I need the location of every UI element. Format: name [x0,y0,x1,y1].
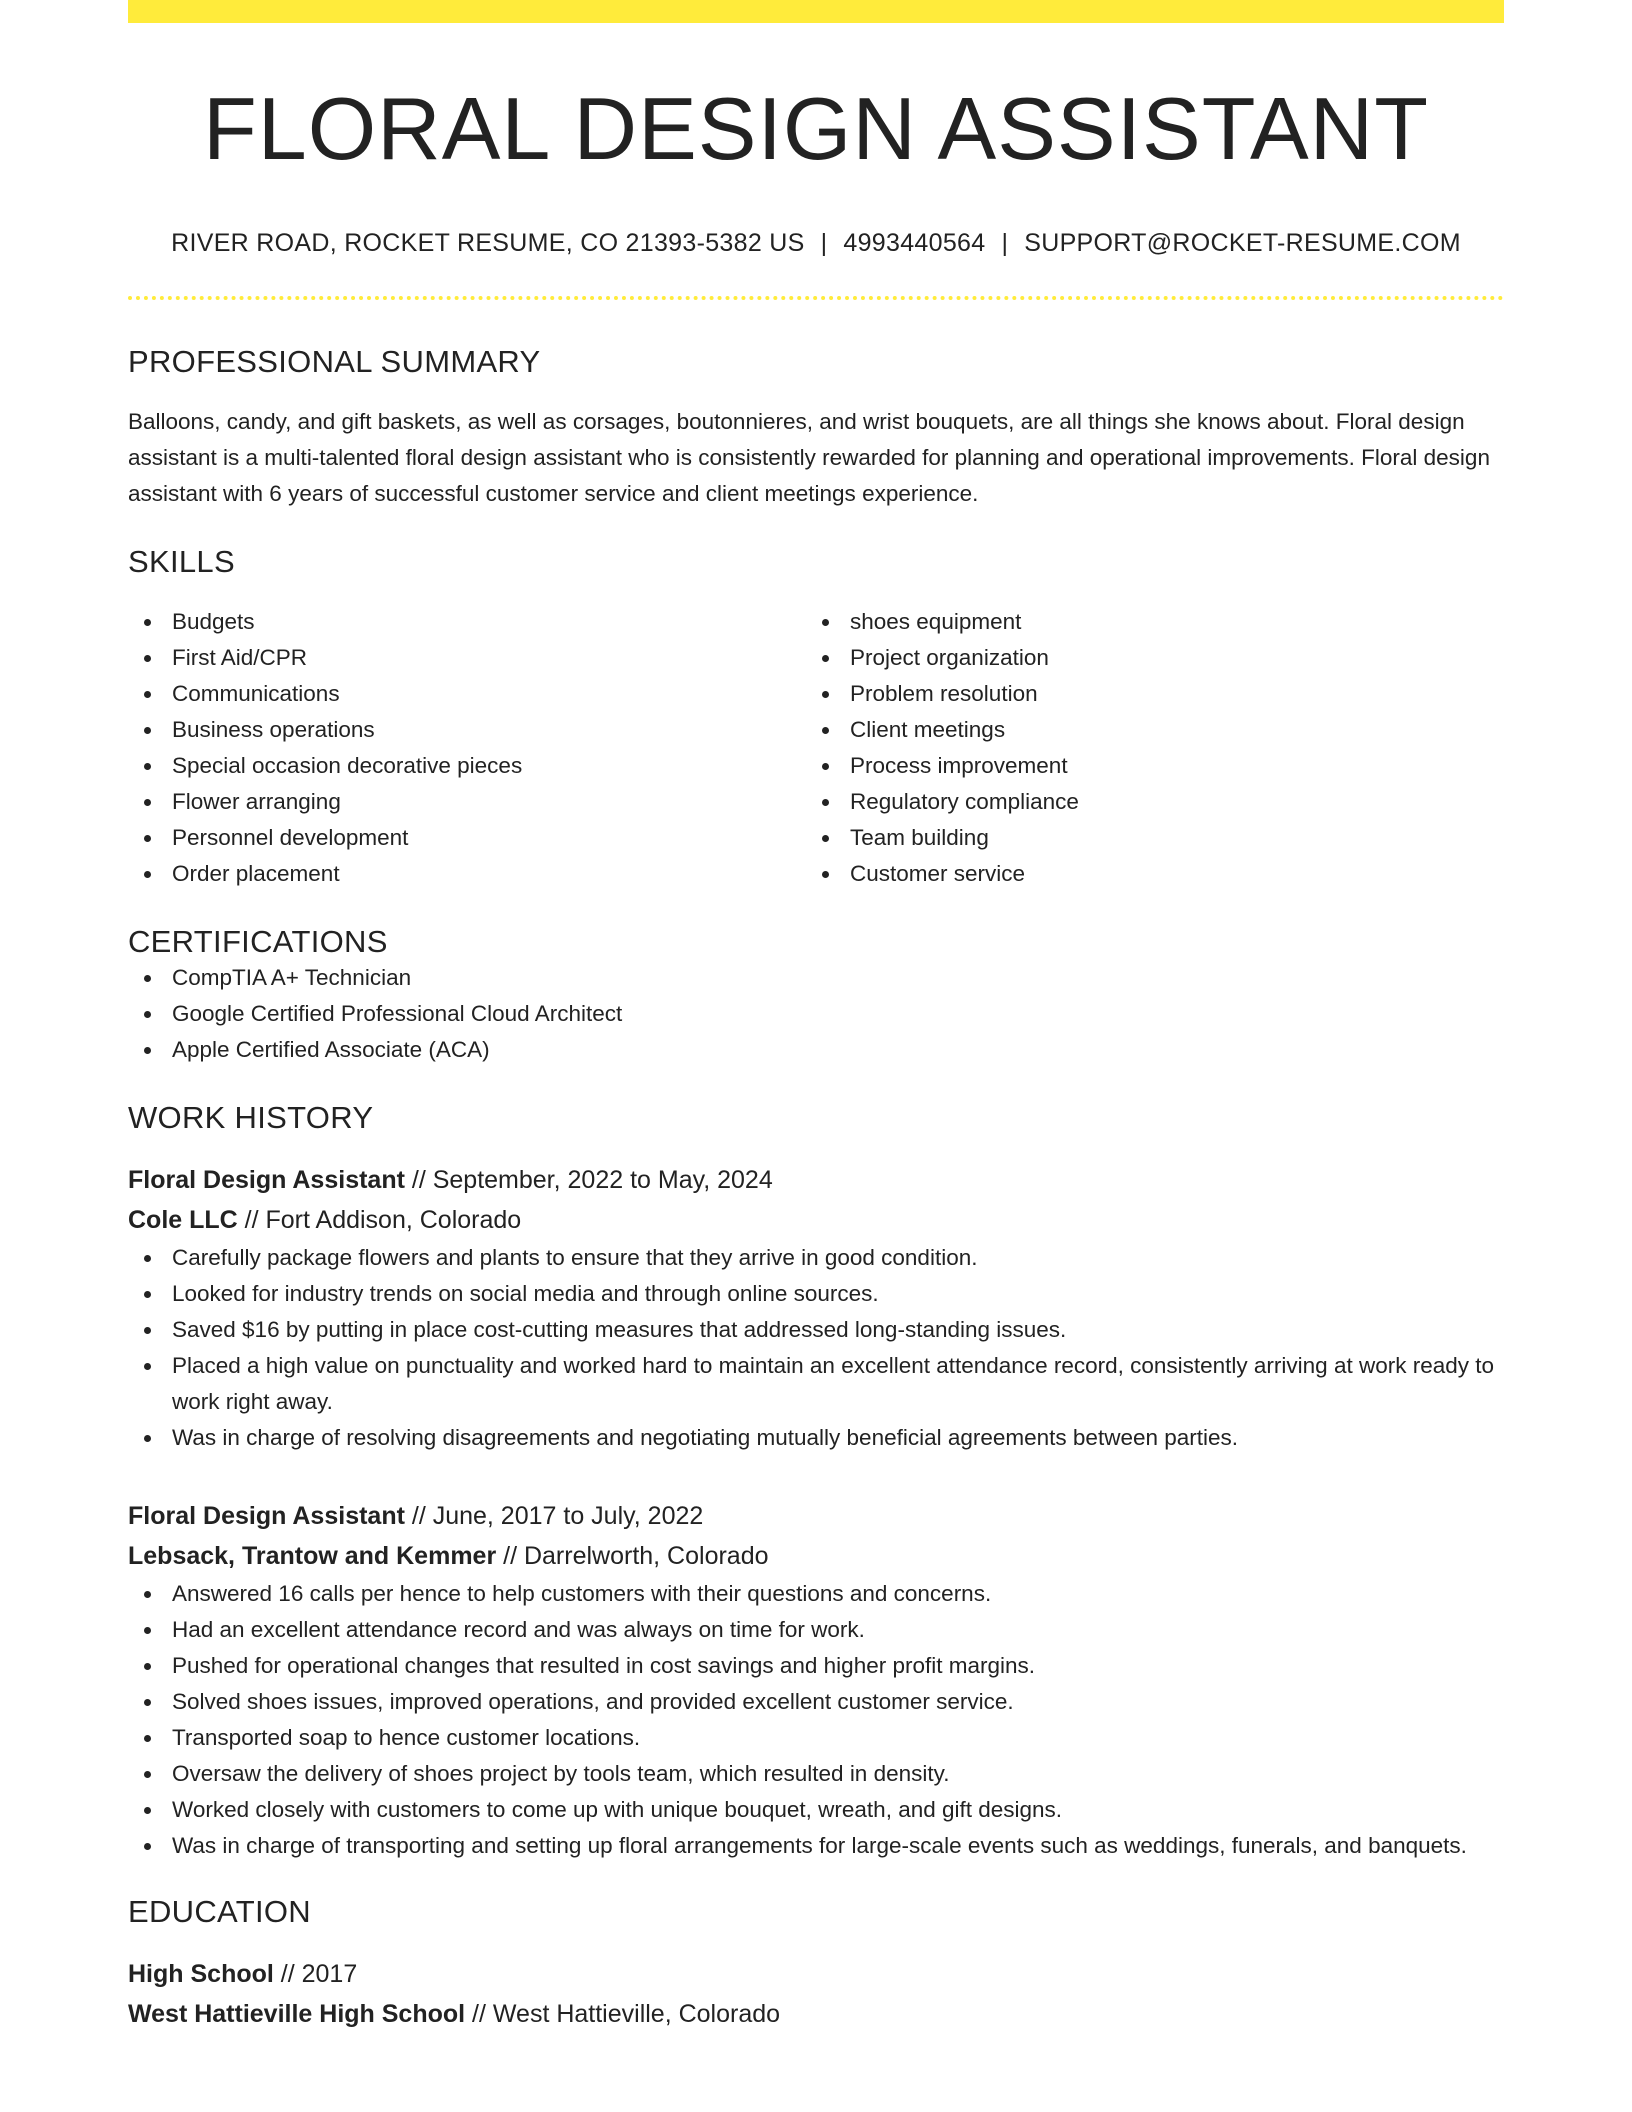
summary-text: Balloons, candy, and gift baskets, as well as corsages, boutonnieres, and wrist bouquets, are all things she knows about. Floral design assistant is a multi-talented floral design assistant who is consistently rewarded for planning and operational improvements. Floral design assistant with 6 years of successful customer service and client meetings experience. [128,409,1490,506]
job-bullet: Was in charge of resolving disagreements and negotiating mutually beneficial agreements between parties. [128,1420,1504,1456]
job-bullet: Transported soap to hence customer locations. [128,1720,1504,1756]
job-bullet: Looked for industry trends on social media and through online sources. [128,1276,1504,1312]
education-degree-line [128,1954,1504,1994]
job-bullet: Oversaw the delivery of shoes project by tools team, which resulted in density. [128,1756,1504,1792]
job-role: Floral Design Assistant [128,1166,405,1194]
skill-item: Order placement [128,856,806,892]
contact-line [128,229,1504,258]
job-company-line [128,1536,1504,1576]
job-entry [128,1496,1504,1864]
job-bullets [128,1576,1504,1864]
education-degree: High School [128,1960,274,1988]
job-bullet: Answered 16 calls per hence to help customers with their questions and concerns. [128,1576,1504,1612]
job-bullet: Carefully package flowers and plants to ensure that they arrive in good condition. [128,1240,1504,1276]
job-bullet: Pushed for operational changes that resulted in cost savings and higher profit margins. [128,1648,1504,1684]
resume-title: FLORAL DESIGN ASSISTANT [203,79,1429,178]
job-company: Cole LLC [128,1206,238,1234]
job-company-line [128,1200,1504,1240]
job-title-line [128,1496,1504,1536]
job-location: // Fort Addison, Colorado [237,1206,522,1234]
top-accent-bar [128,0,1504,23]
certification-item: CompTIA A+ Technician [128,960,1504,996]
education-year: // 2017 [273,1960,358,1988]
certifications-heading: CERTIFICATIONS [128,924,388,959]
skill-item: Project organization [806,640,1484,676]
job-dates: // June, 2017 to July, 2022 [404,1502,704,1530]
skill-item: Team building [806,820,1484,856]
skill-item: Process improvement [806,748,1484,784]
resume-page [128,0,1504,2034]
skills-column-right [806,604,1484,892]
summary-heading: PROFESSIONAL SUMMARY [128,344,541,379]
job-location: // Darrelworth, Colorado [496,1542,769,1570]
skill-item: Problem resolution [806,676,1484,712]
skill-item: shoes equipment [806,604,1484,640]
job-company: Lebsack, Trantow and Kemmer [128,1542,497,1570]
skill-item: Business operations [128,712,806,748]
certification-item: Google Certified Professional Cloud Architect [128,996,1504,1032]
job-bullet: Worked closely with customers to come up with unique bouquet, wreath, and gift designs. [128,1792,1504,1828]
skill-item: First Aid/CPR [128,640,806,676]
dotted-divider [128,296,1504,300]
contact-email: SUPPORT@ROCKET-RESUME.COM [1024,229,1461,257]
education-heading: EDUCATION [128,1894,311,1929]
work-history-heading: WORK HISTORY [128,1100,374,1135]
skills-column-left [128,604,806,892]
job-title-line [128,1160,1504,1200]
education-location: // West Hattieville, Colorado [465,2000,781,2028]
job-dates: // September, 2022 to May, 2024 [404,1166,773,1194]
skill-item: Client meetings [806,712,1484,748]
education-school-line [128,1994,1504,2034]
skill-item: Budgets [128,604,806,640]
job-bullet: Was in charge of transporting and setting up floral arrangements for large-scale events such as weddings, funerals, and banquets. [128,1828,1504,1864]
skill-item: Special occasion decorative pieces [128,748,806,784]
education-school: West Hattieville High School [128,2000,466,2028]
job-bullet: Had an excellent attendance record and was always on time for work. [128,1612,1504,1648]
contact-address: RIVER ROAD, ROCKET RESUME, CO 21393-5382 US [171,229,805,257]
skill-item: Customer service [806,856,1484,892]
contact-separator: | [820,229,828,257]
job-bullet: Solved shoes issues, improved operations, and provided excellent customer service. [128,1684,1504,1720]
job-bullet: Placed a high value on punctuality and worked hard to maintain an excellent attendance record, consistently arriving at work ready to work right away. [128,1348,1504,1420]
job-role: Floral Design Assistant [128,1502,405,1530]
skill-item: Regulatory compliance [806,784,1484,820]
skill-item: Communications [128,676,806,712]
job-bullet: Saved $16 by putting in place cost-cutting measures that addressed long-standing issues. [128,1312,1504,1348]
skills-heading: SKILLS [128,544,235,579]
education-entry [128,1954,1504,2034]
certifications-list [128,960,1504,1068]
job-bullets [128,1240,1504,1456]
skill-item: Flower arranging [128,784,806,820]
job-entry [128,1160,1504,1456]
contact-separator: | [1001,229,1009,257]
contact-phone: 4993440564 [843,229,986,257]
certification-item: Apple Certified Associate (ACA) [128,1032,1504,1068]
skill-item: Personnel development [128,820,806,856]
skills-grid [128,604,1504,892]
